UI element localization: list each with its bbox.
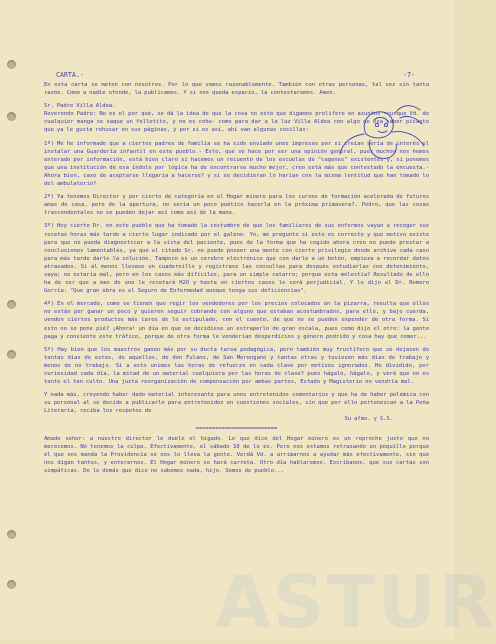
- closing-paragraph: Y nada más, creyendo haber dado material interesante para unos entretenidos comentarios y que ha de haber polémica con su personal al se decide a publicarlo para entretenidos en cuestiones sociales, sin que por ello pertenezcan a la Peña Literaria, reciba los respetos de: [44, 392, 429, 415]
- letter-item: 1º) Me he informado que a ciertos padres de familia se ha sido enviado unos impresos por si creían sería de interés el instalar una Guardería infantil en este pueblo.- Esto, que se hace por ser una opinión general, pues muchos nos hemos enterado por información, está bien claro si hacemos un recuento de los escuelas de "cagones" existentes y, si ponemos que una institución de esa índole por lógica ha de encontrarse mucho mejor, creo está más que contestado la encuesta.- Ahora bien, caso de aceptarse llegaría a hacerse? y si se decidieran lo harían con la misma lentitud que han tomado lo del ambulatorio?: [44, 140, 429, 188]
- binder-hole: [7, 112, 16, 121]
- binder-hole: [7, 300, 16, 309]
- letter-heading: CARTA.-: [56, 71, 84, 79]
- binder-hole: [7, 530, 16, 539]
- archive-watermark: ASTUR: [215, 560, 496, 644]
- binder-hole: [7, 60, 16, 69]
- divider-rule: =========================: [195, 425, 278, 432]
- letter-item: 4º) En el mercado, como se tienen que regir los vendedores por los precios colocados en la pizarra, resulta que ellos no están por ganar un poco y quieren seguir cobrando con alguno que estaban acostumbrados, para ello, y bajo cuerda, venden ciertos productos más caros de lo estipulado, con el cuento, de que no se pueden expender de otra forma. Si esto no se pone pié? ¡Ahora! un día en que se decidiese un estraperlo de gran escala, pues como dijo el otro: la gente paga y consiente este tráfico, porque de otra forma le venderían desperdicios y género podrido y cosa hay que comer...: [44, 301, 429, 340]
- binder-hole: [7, 350, 16, 359]
- binder-hole: [7, 580, 16, 589]
- letter-item: 5º) Hay bien que los maestros ganen más por su docta tarea pedagógica, pero también muy fructífero que se dejasen de tantas días de estos, de aquellos, de don Fulano, de San Merengano y tantas otras y tuviesen más días de trabajo y menos de no trabajo. Si a esto unimos las horas de refuerzo en cada clase por motivos ignorados. He dividido, por curiosidad cada día, la mitad de un material cualquiera por las horas de clase? pues hágalo, hágalo, y verá que no es tanto el tan culto. Una justa reorganización de compensación por ambas partes, Estado y Magisterio no vendría mal.: [44, 346, 429, 386]
- sign-off: Su afmo. y S.S.: [344, 416, 393, 423]
- editor-response: Amado señor: a nuestro director le duele el higado. Lo que dice del Hogar minero es un reproche justo que no merecemos. No tenemos la culpa. Efectivamente, el sábado 10 de lo es. Pero nos estamos retrasando un poquillo porque el que nos manda la Providencia se nos lo lleva la gente. Verdá Vd. a arrimarnos a ayudar más efectivamente, sin que nos digan tantos, y enterarnos. El Hogar minero se hará carreta. Otro día hablaremos. Escríbanos, que sus cartas son simpáticas. De lo demás que dice no sabemos nada, hijo. Somos de pueblo...: [44, 435, 429, 474]
- letter-body: [44, 81, 429, 475]
- salutation: Sr. Padre Villa Aldea.: [44, 103, 116, 110]
- letter-item: 2º) Ya tenemos Director y por cierto de categoría en el Hogar minero para los cursos de formación acelerada de futuros amas de casa, pero de la apertura, no sería un poco poético hacerla en la próxima primavera?. Pedro, que las cosas trascendentales no se pueden dejar así como así de la mano.: [44, 194, 429, 217]
- letter-item: 3º) Hoy cierto Dr. en este pueblo que ha tomado la costumbre de que los familiares de sus enfermos vayan a recoger sus recetas horas más tarde a cierto lugar indicado por el galeno. Yo, me pregunto si esto es correcto y que motivo existe para que no pueda diagnosticar a la vista del paciente, pues de la forma que ha cogido ahora creo no puede prestar a conclusiones lamentables, ya que el citado Sr. no puede poseer una mente con cierto privilegio donde archive cada caso para más tarde darle la solución. Tampoco es un cerebro electrónico que con darle a un botón, empieza a recordar datos atrasados. Si al menos llevase un cuadernillo y registrase las consultas para después estudiarlas con detenimiento, vaya; no estaría mal, pero en los casos más difíciles, para un simple catarro; porque esta molestia? Resultado de ello ha de ser que a mas de uno le recetará H2O y hasta en ciertos casos le será perjudicial. Y le dijo el Dr. Romero Gorría: "Que gran obra es el Seguro de Enfermedad aunque tenga sus deficiencias".: [44, 223, 429, 295]
- editorial-intro: En esta carta se meten con nosotros. Por lo que vemos razonablemente. También con otras personas, tal vez sin tanta razón. Como a nadie ofende, la publicamos. Y si nos queda espacio, la contestaremos. Amen.: [44, 82, 429, 97]
- page-number: -7-: [403, 71, 415, 79]
- greeting-paragraph: Reverendo Padre: No es el por qué, se dá la idea de que la cosa no esté que digamos prolifere en asuntos -cunque Vd. de cualquier manga se saque un folletito, y no es cohe- como para dar a la luz Villa Aldea con algo de esa sabor picante que ya le gusta rehusar en sus páginas, y por si es así, ahí van algunas cosillas:: [44, 111, 429, 134]
